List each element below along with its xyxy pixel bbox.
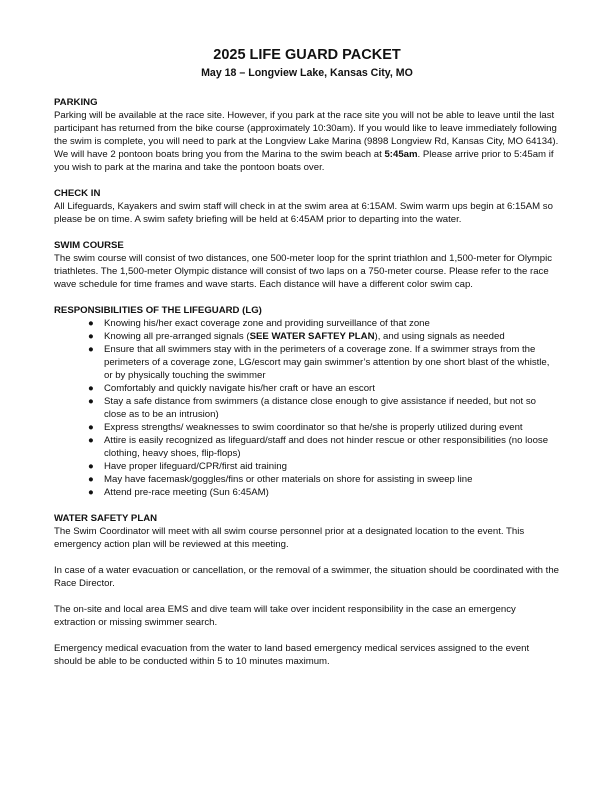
responsibilities-heading: RESPONSIBILITIES OF THE LIFEGUARD (LG) <box>54 305 262 316</box>
parking-time: 5:45am <box>384 149 418 160</box>
list-item: ● Ensure that all swimmers stay with in the perimeters of a coverage zone. If a swimmer strays from the perimeters of a coverage zone, LG/escort may gain swimmer’s attention by one short blast of the whistle, or by physically touching the swimmer <box>88 344 550 381</box>
parking-text-b: . Please arrive prior to 5:45am if you wish to park at the marina and take the pontoon boats over. <box>54 149 554 173</box>
parking-heading: PARKING <box>54 97 98 108</box>
responsibilities-section <box>54 304 560 499</box>
bullet-icon: ● <box>88 435 94 446</box>
bullet-icon: ● <box>88 318 94 329</box>
swim-course-heading: SWIM COURSE <box>54 240 124 251</box>
water-safety-paragraph: The Swim Coordinator will meet with all swim course personnel prior at a designated location to the event. This emergency action plan will be reviewed at this meeting. <box>54 526 525 550</box>
document-subtitle: May 18 – Longview Lake, Kansas City, MO <box>201 67 413 79</box>
bullet-icon: ● <box>88 331 94 342</box>
water-safety-heading: WATER SAFETY PLAN <box>54 513 158 524</box>
water-safety-plan-reference: SEE WATER SAFTEY PLAN <box>249 331 375 342</box>
bullet-icon: ● <box>88 396 94 407</box>
list-item: ● Comfortably and quickly navigate his/her craft or have an escort <box>88 383 375 394</box>
list-item: ● Have proper lifeguard/CPR/first aid training <box>88 461 287 472</box>
responsibilities-list <box>54 317 560 499</box>
bullet-icon: ● <box>88 474 94 485</box>
parking-section <box>54 96 560 174</box>
list-item: ● Stay a safe distance from swimmers (a distance close enough to give assistance if needed, but not so close as to be an intrusion) <box>88 396 536 420</box>
check-in-heading: CHECK IN <box>54 188 101 199</box>
list-item: ● Knowing all pre-arranged signals (SEE WATER SAFTEY PLAN), and using signals as needed <box>88 331 505 342</box>
swim-course-text: The swim course will consist of two distances, one 500-meter loop for the sprint triathlon and 1,500-meter for Olympic triathletes. The 1,500-meter Olympic distance will consist of two laps on a 750-meter course. Please refer to the race wave schedule for time frames and wave starts. Each distance will have a different color swim cap. <box>54 253 553 290</box>
bullet-icon: ● <box>88 422 94 433</box>
document-title: 2025 LIFE GUARD PACKET <box>213 47 401 63</box>
list-item: ● May have facemask/goggles/fins or other materials on shore for assisting in sweep line <box>88 474 473 485</box>
bullet-icon: ● <box>88 344 94 355</box>
parking-text <box>54 109 560 174</box>
list-item: ● Attend pre-race meeting (Sun 6:45AM) <box>88 487 269 498</box>
parking-text-a: Parking will be available at the race site. However, if you park at the race site you will not be able to leave until the last participant has returned from the bike course (approximately 10:30am). If you would like to leave immediately following the swim is complete, you will need to park at the Longview Lake Marina (9898 Longview Rd, Kansas City, MO 64134). We will have 2 pontoon boats bring you from the Marina to the swim beach at <box>54 110 559 160</box>
water-safety-paragraph: In case of a water evacuation or cancellation, or the removal of a swimmer, the situation should be coordinated with the Race Director. <box>54 565 560 589</box>
bullet-icon: ● <box>88 383 94 394</box>
check-in-section <box>54 187 560 226</box>
water-safety-paragraph: The on-site and local area EMS and dive team will take over incident responsibility in the case an emergency extraction or missing swimmer search. <box>54 604 516 628</box>
list-item: ● Knowing his/her exact coverage zone and providing surveillance of that zone <box>88 318 430 329</box>
bullet-icon: ● <box>88 487 94 498</box>
water-safety-section <box>54 512 560 668</box>
list-item: ● Express strengths/ weaknesses to swim coordinator so that he/she is properly utilized during event <box>88 422 523 433</box>
list-item: ● Attire is easily recognized as lifeguard/staff and does not hinder rescue or other responsibilities (no loose clothing, heavy shoes, flip-flops) <box>88 435 549 459</box>
bullet-icon: ● <box>88 461 94 472</box>
swim-course-section <box>54 239 560 291</box>
check-in-text: All Lifeguards, Kayakers and swim staff will check in at the swim area at 6:15AM. Swim warm ups begin at 6:15AM so please be on time. A swim safety briefing will be held at 6:45AM prior to departing into the water. <box>54 201 553 225</box>
water-safety-paragraph: Emergency medical evacuation from the water to land based emergency medical services assigned to the event should be able to be conducted within 5 to 10 minutes maximum. <box>54 643 530 667</box>
